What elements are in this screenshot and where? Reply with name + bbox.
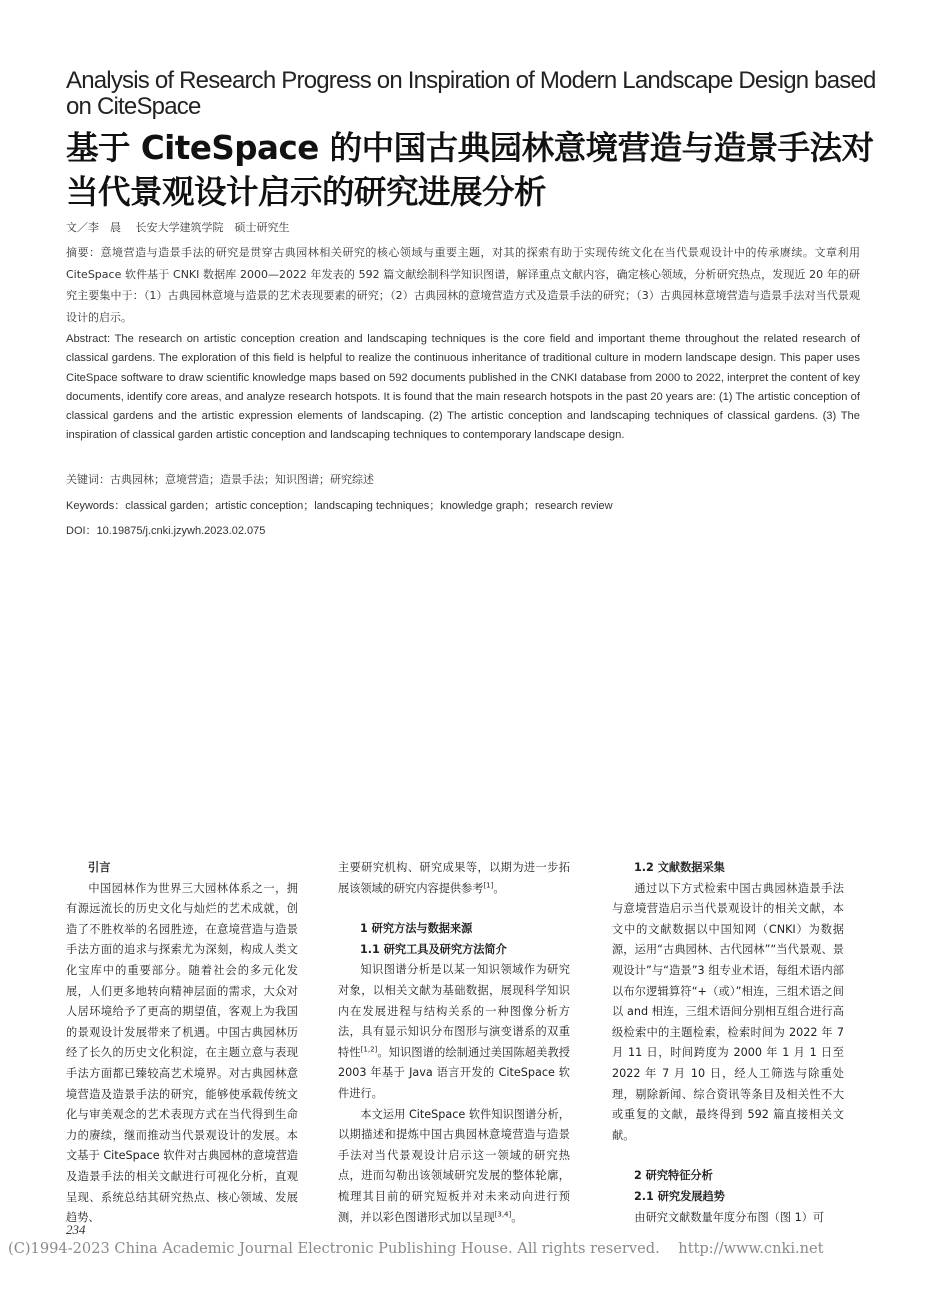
paragraph-text: 知识图谱分析是以某一知识领域作为研究对象，以相关文献为基础数据，展现科学知识内在发展进程与结构关系的一种图像分析方法，具有显示知识分布图形与演变谱系的双重特性 [338, 963, 570, 1059]
section-heading-2: 2 研究特征分析 [634, 1169, 713, 1183]
doi: DOI：10.19875/j.cnki.jzywh.2023.02.075 [66, 525, 266, 537]
abstract-chinese: 摘要：意境营造与造景手法的研究是贯穿古典园林相关研究的核心领域与重要主题，对其的探索有助于实现传统文化在当代景观设计中的传承赓续。文章利用 CiteSpace 软件基于 CNKI 数据库 2000—2022 年发表的 592 篇文献绘制科学知识图谱，解译重点文献内容，确定核心领域，分析研究热点，发现近 20 年的研究主要集中于：（1）古典园林意境与造景的艺术表现要素的研究；（2）古典园林的意境营造方式及造景手法的研究；（3）古典园林意境营造与造景手法对当代景观设计的启示。 [66, 246, 860, 324]
section-heading-1: 1 研究方法与数据来源 [360, 922, 473, 936]
citation: [1] [483, 880, 494, 889]
paragraph-text: 主要研究机构、研究成果等，以期为进一步拓展该领域的研究内容提供参考 [338, 861, 570, 895]
keywords-chinese: 关键词：古典园林；意境营造；造景手法；知识图谱；研究综述 [66, 473, 374, 486]
section-heading-1-1: 1.1 研究工具及研究方法简介 [360, 942, 507, 956]
body-column-2 [338, 858, 570, 1228]
body-column-3 [612, 858, 844, 1228]
chinese-title: 基于 CiteSpace 的中国古典园林意境营造与造景手法对当代景观设计启示的研究进展分析 [66, 129, 874, 211]
paragraph: 通过以下方式检索中国古典园林造景手法与意境营造启示当代景观设计的相关文献，本文中的文献数据以中国知网（CNKI）为数据源，运用“古典园林、古代园林”“当代景观、景观设计”与“造景”3 组专业术语，每组术语内部以布尔逻辑算符“+（或）”相连，三组术语之间以 and 相连，三组术语间分别相互组合进行高级检索中的主题检索，检索时间为 2022 年 7 月 11 日，时间跨度为 2000 年 1 月 1 日至 2022 年 7 月 10 日，经人工筛选与除重处理，剔除新闻、综合资讯等条目及相关性不大或重复的文献，最终得到 592 篇直接相关文献。 [612, 881, 844, 1142]
paragraph [338, 960, 570, 1104]
paragraph [338, 1105, 570, 1229]
paragraph-text: 。 [511, 1210, 523, 1224]
page-number: 234 [66, 1222, 86, 1237]
paragraph: 中国园林作为世界三大园林体系之一，拥有源远流长的历史文化与灿烂的艺术成就，创造了不胜枚举的名园胜迹，在意境营造与造景手法方面的追求与探索尤为深刻，构成人类文化宝库中的重要部分。随着社会的多元化发展，人们更多地转向精神层面的需求，大众对人居环境给予了更高的期望值，客观上为我国的景观设计发展带来了机遇。中国古典园林历经了长久的历史文化积淀，在主题立意与表现手法方面都已臻较高艺术境界。对古典园林意境营造及造景手法的研究，能够使承载传统文化与审美观念的艺术表现方式在当代得到生命力的赓续，继而推动当代景观设计的发展。本文基于 CiteSpace 软件对古典园林的意境营造及造景手法的相关文献进行可视化分析，直观呈现、系统总结其研究热点、核心领域、发展趋势、 [66, 881, 298, 1225]
english-title: Analysis of Research Progress on Inspiration of Modern Landscape Design based on CiteSpace [66, 67, 876, 120]
citation: [1,2] [360, 1045, 378, 1054]
citation: [3,4] [494, 1209, 512, 1218]
section-heading-2-1: 2.1 研究发展趋势 [634, 1189, 725, 1203]
paragraph: 由研究文献数量年度分布图（图 1）可 [634, 1210, 825, 1224]
paragraph-text: 。知识图谱的绘制通过美国陈超美教授 2003 年基于 Java 语言开发的 CiteSpace 软件进行。 [338, 1045, 570, 1100]
abstract-english: Abstract: The research on artistic conception creation and landscaping techniques is the core field and important theme throughout the related research of classical gardens. The exploration of this field is helpful to realize the continuous inheritance of traditional culture in modern landscape design. This paper uses CiteSpace software to draw scientific knowledge maps based on 592 documents published in the CNKI database from 2000 to 2022, interpret the content of key documents, identify core areas, and analyze research hotspots. It is found that the main research hotspots in the past 20 years are: (1) The artistic conception of classical gardens and the artistic expression elements of landscaping. (2) The artistic conception and landscaping techniques of classical gardens. (3) The inspiration of classical garden artistic conception and landscaping techniques to contemporary landscape design. [66, 333, 860, 442]
paragraph-text: 本文运用 CiteSpace 软件知识图谱分析，以期描述和提炼中国古典园林意境营造与造景手法对当代景观设计启示这一领域的研究热点，进而勾勒出该领域研究发展的整体轮廓，梳理其目前的研究短板并对未来动向进行预测，并以彩色图谱形式加以呈现 [338, 1107, 570, 1224]
paragraph: 主要研究机构、研究成果等，以期为进一步拓展该领域的研究内容提供参考[1]。 [338, 861, 570, 895]
author-line: 文／李 晨 长安大学建筑学院 硕士研究生 [66, 221, 290, 234]
body-column-1 [66, 858, 298, 1229]
section-heading-intro: 引言 [88, 861, 111, 874]
section-heading-1-2: 1.2 文献数据采集 [634, 861, 725, 874]
keywords-english: Keywords：classical garden；artistic conception；landscaping techniques；knowledge graph；research review [66, 500, 613, 512]
copyright-footer: (C)1994-2023 China Academic Journal Electronic Publishing House. All rights reserved. http://www.cnki.net [8, 1240, 824, 1257]
